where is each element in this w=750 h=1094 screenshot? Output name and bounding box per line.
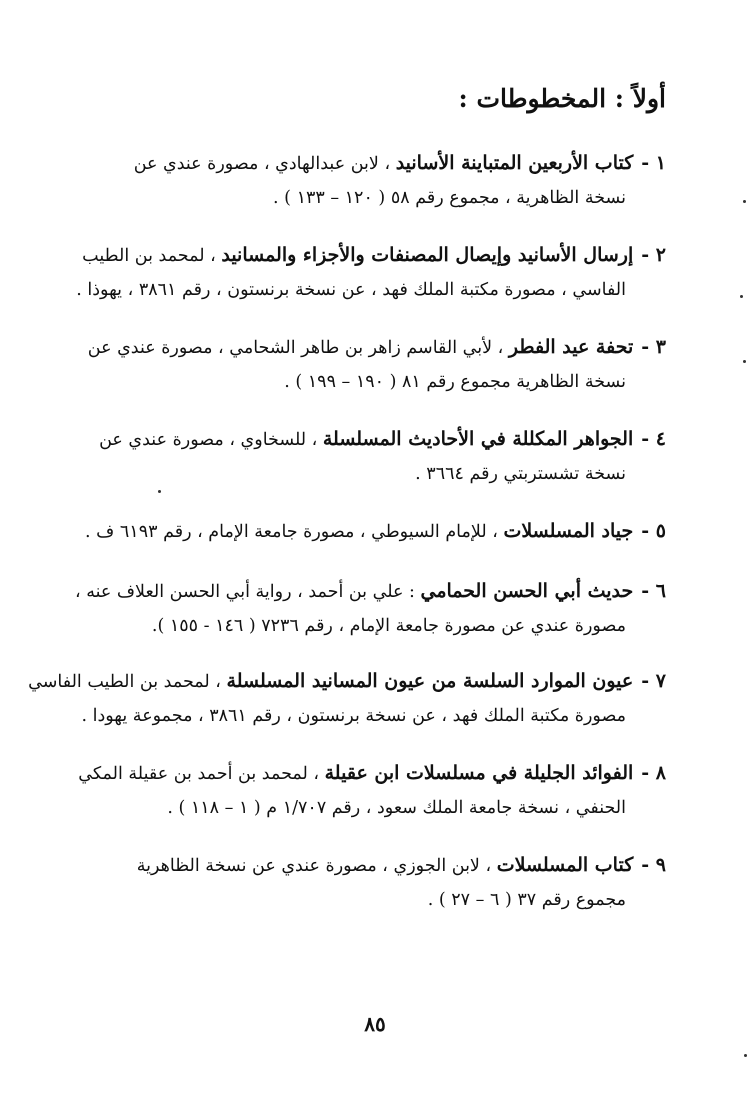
entry-text-line2: الفاسي ، مصورة مكتبة الملك فهد ، عن نسخة برنستون ، رقم ٣٨٦١ ، يهوذا . (76, 280, 626, 300)
entry-title: جياد المسلسلات (503, 520, 634, 542)
list-item (74, 422, 666, 491)
entry-number: ٢ - (641, 244, 666, 266)
entry-text-line1: ، للإمام السيوطي ، مصورة جامعة الإمام ، رقم ٦١٩٣ ف . (85, 522, 498, 542)
entry-number: ٩ - (641, 854, 666, 876)
list-item (74, 330, 666, 399)
list-item (74, 238, 666, 307)
entry-title: كتاب المسلسلات (496, 854, 634, 876)
entry-text-line2: نسخة الظاهرية مجموع رقم ٨١ ( ١٩٠ – ١٩٩ ) . (284, 372, 626, 392)
entry-text-line1: ، لمحمد بن أحمد بن عقيلة المكي (78, 764, 320, 784)
scan-speck (740, 295, 743, 298)
list-item (74, 574, 666, 643)
list-item (74, 848, 666, 917)
page-number: ٨٥ (364, 1012, 386, 1036)
list-item (74, 756, 666, 825)
scan-speck (158, 490, 161, 493)
entry-text-line2: الحنفي ، نسخة جامعة الملك سعود ، رقم ١/٧٠٧ م ( ١ – ١١٨ ) . (167, 798, 626, 818)
entry-title: كتاب الأربعين المتباينة الأسانيد (395, 152, 634, 174)
entry-text-line1: : علي بن أحمد ، رواية أبي الحسن العلاف عنه ، (75, 582, 415, 602)
entry-title: عيون الموارد السلسة من عيون المسانيد المسلسلة (226, 670, 634, 692)
section-heading: أولاً : المخطوطات : (458, 84, 666, 113)
scan-speck (743, 360, 746, 363)
entry-text-line2: مجموع رقم ٣٧ ( ٦ – ٢٧ ) . (427, 890, 626, 910)
entry-text-line2: مصورة عندي عن مصورة جامعة الإمام ، رقم ٧٢٣٦ ( ١٤٦ - ١٥٥ ). (151, 616, 626, 636)
entry-text-line1: ، لمحمد بن الطيب الفاسي (28, 672, 221, 692)
list-item (28, 664, 666, 733)
list-item (74, 514, 666, 549)
entry-title: الفوائد الجليلة في مسلسلات ابن عقيلة (324, 762, 634, 784)
entry-title: إرسال الأسانيد وإيصال المصنفات والأجزاء والمسانيد (221, 244, 634, 266)
entry-text-line2: مصورة مكتبة الملك فهد ، عن نسخة برنستون ، رقم ٣٨٦١ ، مجموعة يهودا . (81, 706, 626, 726)
entry-number: ١ - (641, 152, 666, 174)
entry-number: ٤ - (641, 428, 666, 450)
entry-text-line2: نسخة تشستربتي رقم ٣٦٦٤ . (415, 464, 626, 484)
entry-title: حديث أبي الحسن الحمامي (420, 580, 634, 602)
entry-text-line1: ، لابن الجوزي ، مصورة عندي عن نسخة الظاهرية (136, 856, 492, 876)
entry-title: الجواهر المكللة في الأحاديث المسلسلة (322, 428, 634, 450)
scan-speck (743, 200, 746, 203)
entry-text-line1: ، لمحمد بن الطيب (82, 246, 216, 266)
entry-number: ٣ - (641, 336, 666, 358)
entry-title: تحفة عيد الفطر (508, 336, 634, 358)
list-item (74, 146, 666, 215)
entry-number: ٨ - (641, 762, 666, 784)
entry-number: ٥ - (641, 520, 666, 542)
entry-text-line2: نسخة الظاهرية ، مجموع رقم ٥٨ ( ١٢٠ – ١٣٣ ) . (273, 188, 626, 208)
entry-number: ٦ - (641, 580, 666, 602)
entry-number: ٧ - (641, 670, 666, 692)
entry-text-line1: ، للسخاوي ، مصورة عندي عن (99, 430, 318, 450)
entry-text-line1: ، لأبي القاسم زاهر بن طاهر الشحامي ، مصورة عندي عن (87, 338, 504, 358)
scan-speck (744, 1054, 747, 1057)
entry-text-line1: ، لابن عبدالهادي ، مصورة عندي عن (133, 154, 391, 174)
